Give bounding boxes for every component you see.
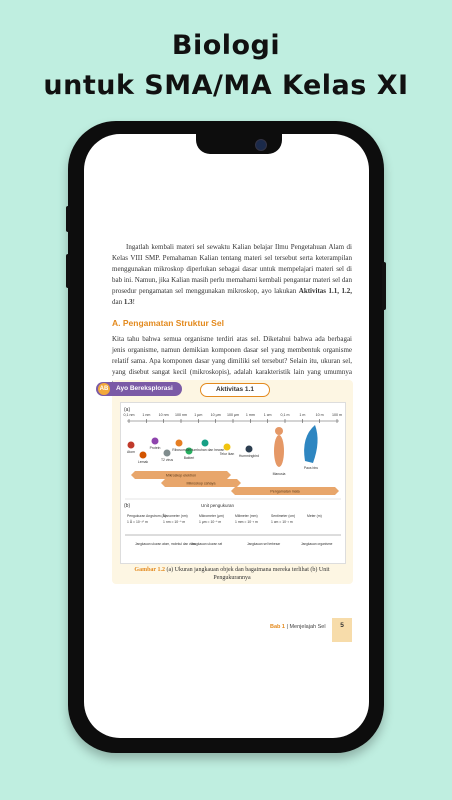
phone-side-button-left-2	[66, 254, 70, 288]
footer-chapter: Bab 1	[270, 624, 285, 630]
footer-title: | Menjelajah Sel	[284, 624, 326, 630]
organism-shape	[128, 442, 135, 449]
figure-caption	[120, 566, 344, 582]
panel-a-label: (a)	[124, 407, 131, 413]
organism-label: Telur ikan	[219, 452, 235, 456]
range-note: Jangkauan sel terbesar	[247, 542, 281, 546]
unit-name: Nanometer (nm)	[163, 514, 188, 518]
unit-name: Meter (m)	[307, 514, 322, 518]
activity-ref-2: 1.3	[123, 298, 133, 306]
activity-ref-1: Aktivitas 1.1, 1.2,	[298, 287, 352, 295]
organism-shape	[246, 446, 253, 453]
range-note: Jangkauan ukuran atom, molekul dan virus	[135, 542, 196, 546]
range-bar-label: Mikroskop elektron	[165, 473, 197, 478]
organism-label: T2 virus	[160, 458, 174, 462]
section-title: A. Pengamatan Struktur Sel	[112, 318, 224, 328]
unit-name: Sentimeter (cm)	[271, 514, 296, 518]
organism-shape	[202, 440, 209, 447]
range-bar-label: Mikroskop cahaya	[186, 481, 216, 486]
scale-tick-label: 100 m	[332, 413, 342, 417]
unit-value: 1 µm = 10⁻⁶ m	[199, 520, 222, 524]
scale-ticks	[124, 413, 343, 423]
organism-shape	[176, 440, 183, 447]
organism-shape	[140, 452, 147, 459]
unit-name: Milimeter (mm)	[235, 514, 258, 518]
unit-value: 1 cm = 10⁻² m	[271, 520, 293, 524]
organism-label: Ribosom	[172, 448, 186, 452]
promo-heading	[0, 28, 452, 104]
intro-paragraph	[112, 242, 352, 308]
phone-side-button-right	[382, 262, 386, 310]
scale-tick-label: 100 µm	[226, 413, 240, 417]
organism-label: Lemak	[137, 460, 149, 464]
range-bar-label: Pengamatan mata	[270, 489, 300, 494]
explore-tag-label: Ayo Bereksplorasi	[116, 385, 173, 392]
scale-tick-label: 100 nm	[175, 413, 187, 417]
phone-screen	[84, 134, 369, 738]
range-bars	[131, 471, 339, 495]
organism-shape	[152, 438, 159, 445]
organism-markers	[127, 425, 318, 476]
unit-name: Pengukuran Angstrom (Å)	[127, 514, 167, 518]
activity-label: Aktivitas 1.1	[200, 383, 270, 397]
range-note: Jangkauan ukuran sel	[191, 542, 223, 546]
unit-name: Mikrometer (µm)	[199, 514, 224, 518]
scale-tick-label: 10 nm	[158, 413, 169, 417]
organism-shape	[304, 425, 317, 463]
scale-tick-label: 1 mm	[245, 413, 255, 417]
organism-label: Bakteri	[183, 456, 195, 460]
scale-tick-label: 10 µm	[210, 413, 221, 417]
organism-label: Hummingbird	[238, 454, 260, 458]
organism-label: Atom	[127, 450, 135, 454]
organism-shape	[274, 435, 284, 467]
promo-subtitle: untuk SMA/MA Kelas XI	[43, 70, 409, 101]
page-footer	[270, 624, 326, 630]
scale-tick-label: 0,1 m	[280, 413, 290, 417]
promo-title: Biologi	[171, 30, 281, 61]
organism-shape	[224, 444, 231, 451]
book-page	[112, 242, 352, 400]
scale-tick-label: 1 µm	[194, 413, 203, 417]
scale-tick-label: 10 m	[315, 413, 324, 417]
scale-tick-label: 1 cm	[263, 413, 272, 417]
organism-label: Protein	[149, 446, 161, 450]
body-paragraph: Kita tahu bahwa semua organisme terdiri atas sel. Diketahui bahwa ada berbagai jenis organisme, namun demikian komponen dasar sel yang membentuk organisme relatif sama. Apa komponen dasar yang dimiliki sel tersebut? Selain itu, ukuran sel, yang disebut sangat kecil (mikroskopis), adalah karakteristik lain yang umumnya	[112, 335, 352, 376]
panel-b-label: (b)	[124, 503, 131, 509]
unit-value: 1 mm = 10⁻³ m	[235, 520, 258, 524]
range-note: Jangkauan organisme	[301, 542, 333, 546]
page-number: 5	[332, 618, 352, 642]
unit-value: 1 nm = 10⁻⁹ m	[163, 520, 186, 524]
intro-text: Ingatlah kembali materi sel sewaktu Kalian belajar Ilmu Pengetahuan Alam di Kelas VIII SMP. Pemahaman Kalian tentang materi sel tersebut serta keterampilan menggunakan mikroskop diperlukan sebagai dasar untuk mempelajari materi sel di bab ini. Namun, jika Kalian masih perlu memahami kembali pengantar materi sel dan prosedur pengamatan sel menggunakan mikroskop, ayo lakukan	[112, 243, 352, 295]
scale-tick-label: 1 m	[299, 413, 306, 417]
phone-notch	[196, 134, 282, 154]
intro-conj: dan	[112, 298, 124, 306]
size-scale-figure	[120, 402, 346, 564]
units-header: Unit pengukuran	[201, 503, 235, 508]
organism-shape	[164, 450, 171, 457]
explore-tag	[96, 382, 182, 396]
scale-tick-label: 0,1 nm	[123, 413, 135, 417]
organism-label: Manusia	[272, 472, 286, 476]
explore-icon: AB	[98, 383, 110, 395]
size-scale-diagram	[121, 403, 345, 563]
organism-head	[275, 427, 283, 435]
caption-label: Gambar 1.2	[134, 567, 165, 573]
organism-label: Sel tumbuhan dan hewan	[185, 448, 225, 452]
scale-tick-label: 1 nm	[142, 413, 151, 417]
unit-value: 1 Å = 10⁻¹⁰ m	[127, 520, 148, 524]
intro-end: !	[132, 298, 135, 306]
organism-label: Paus biru	[303, 466, 319, 470]
range-notes	[135, 542, 333, 546]
phone-side-button-left-1	[66, 206, 70, 232]
units-table	[125, 513, 341, 535]
camera-icon	[255, 139, 267, 151]
caption-text: (a) Ukuran jangkauan objek dan bagaimana mereka terlihat (b) Unit Pengukurannya	[164, 567, 330, 581]
